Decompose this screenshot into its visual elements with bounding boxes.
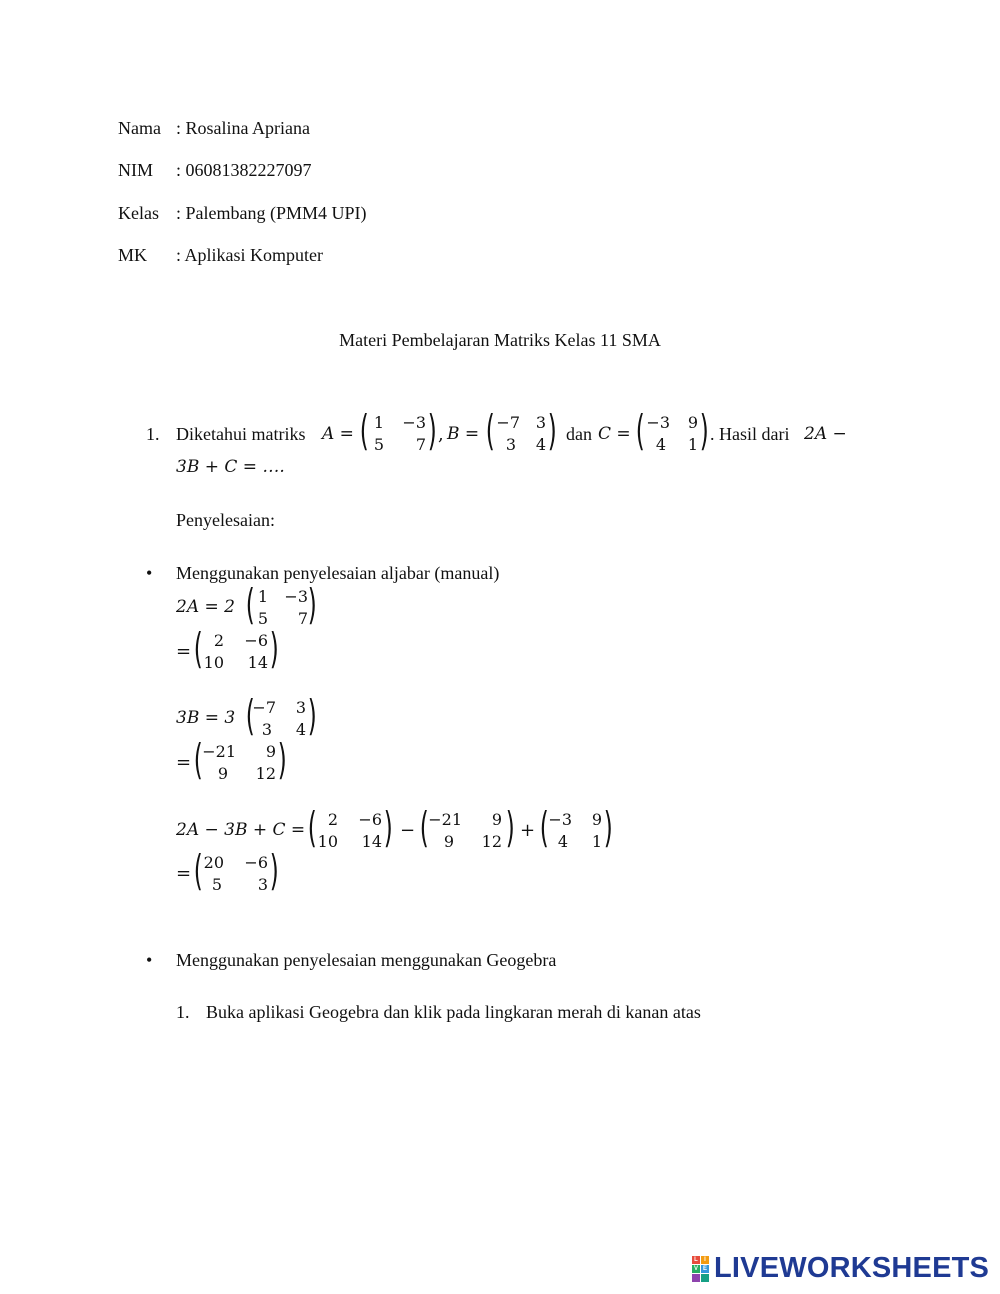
step2-result-cell: 9 (265, 742, 276, 761)
step1-result-cell: 10 (203, 653, 224, 672)
matrix-c: ( −3 9 4 1 ) (635, 406, 709, 455)
equals: = (176, 641, 192, 662)
step2-matrix-cell: 3 (261, 720, 272, 739)
label-nim: NIM (118, 160, 153, 180)
step2-matrix: ( −7 3 3 4 ) (245, 691, 317, 740)
step3-matrix1-cell: 2 (327, 810, 338, 829)
matrix-c-cell: 4 (655, 435, 666, 454)
step1-matrix-cell: 1 (257, 587, 268, 606)
label-mk: MK (118, 245, 148, 265)
question-intro: Diketahui matriks (176, 424, 306, 444)
matrix-b: ( −7 3 3 4 ) (485, 406, 557, 455)
word-dan: dan (566, 424, 592, 444)
bullet1-label: Menggunakan penyelesaian aljabar (manual) (176, 563, 500, 583)
matrix-a-label: A = (322, 424, 354, 444)
value-nama: : Rosalina Apriana (176, 118, 310, 138)
step2-matrix-cell: 4 (295, 720, 306, 739)
penyelesaian-label: Penyelesaian: (176, 510, 275, 530)
step3-matrix1-cell: 10 (317, 832, 338, 851)
step2-result: ( −21 9 9 12 ) (193, 735, 287, 784)
matrix-b-cell: 3 (535, 413, 546, 432)
step3-matrix3-cell: 4 (557, 832, 568, 851)
label-nama: Nama (118, 118, 161, 138)
step3-matrix3-cell: 9 (591, 810, 602, 829)
step1-result-cell: −6 (244, 631, 268, 650)
step-item-text: Buka aplikasi Geogebra dan klik pada lingkaran merah di kanan atas (206, 1002, 701, 1022)
matrix-b-cell: −7 (496, 413, 520, 432)
step2-result-cell: −21 (202, 742, 236, 761)
step-item-number: 1. (176, 1002, 190, 1022)
step1-result-cell: 2 (213, 631, 224, 650)
liveworksheets-text: LIVEWORKSHEETS (714, 1252, 990, 1284)
step3-matrix2-cell: −21 (428, 810, 462, 829)
matrix-b-cell: 4 (535, 435, 546, 454)
step3-result-cell: 3 (257, 875, 268, 894)
step3-result-cell: 5 (211, 875, 222, 894)
step1-result: ( 2 −6 10 14 ) (193, 624, 279, 673)
bullet-dot: • (146, 563, 153, 583)
step1-matrix-cell: 5 (257, 609, 268, 628)
step3-matrix2-cell: 12 (481, 832, 502, 851)
step3-matrix2: ( −21 9 9 12 ) (419, 803, 515, 852)
minus-operator: − (400, 820, 416, 841)
step2-matrix-cell: −7 (252, 698, 276, 717)
bullet-dot: • (146, 950, 153, 970)
step3-lhs: 2A − 3B + C = (176, 820, 306, 840)
step3-matrix1-cell: −6 (358, 810, 382, 829)
step1-matrix-cell: 7 (297, 609, 308, 628)
matrix-b-label: B = (447, 424, 480, 444)
page-title: Materi Pembelajaran Matriks Kelas 11 SMA (339, 330, 661, 350)
expr-line2: 3B + C = …. (176, 457, 285, 477)
step3-result-cell: 20 (203, 853, 224, 872)
expr-line1-end: 2A − (804, 424, 847, 444)
step3-matrix1-cell: 14 (361, 832, 382, 851)
equals: = (176, 863, 192, 884)
plus-operator: + (520, 820, 536, 841)
question-number: 1. (146, 424, 160, 444)
step1-matrix-cell: −3 (284, 587, 308, 606)
equals: = (176, 752, 192, 773)
step2-result-cell: 12 (255, 764, 276, 783)
step3-matrix2-cell: 9 (491, 810, 502, 829)
step1-matrix: ( 1 −3 5 7 ) (245, 580, 317, 629)
matrix-a-cell: −3 (402, 413, 426, 432)
matrix-c-cell: −3 (646, 413, 670, 432)
step3-matrix2-cell: 9 (443, 832, 454, 851)
step1-result-cell: 14 (247, 653, 268, 672)
comma: , (438, 424, 444, 445)
matrix-c-cell: 9 (687, 413, 698, 432)
liveworksheets-icon: L I V E (692, 1256, 710, 1282)
step3-matrix1: ( 2 −6 10 14 ) (307, 803, 393, 852)
step3-result-cell: −6 (244, 853, 268, 872)
matrix-c-cell: 1 (687, 435, 698, 454)
matrix-c-label: C = (598, 424, 631, 444)
bullet2-label: Menggunakan penyelesaian menggunakan Geogebra (176, 950, 557, 970)
step3-matrix3: ( −3 9 4 1 ) (539, 803, 613, 852)
step3-matrix3-cell: −3 (548, 810, 572, 829)
matrix-a: ( 1 −3 5 7 ) (359, 406, 437, 455)
matrix-b-cell: 3 (505, 435, 516, 454)
label-kelas: Kelas (118, 203, 159, 223)
step1-lhs: 2A = 2 (176, 597, 235, 617)
step2-result-cell: 9 (217, 764, 228, 783)
step2-matrix-cell: 3 (295, 698, 306, 717)
hasil-text: . Hasil dari (710, 424, 790, 444)
step3-matrix3-cell: 1 (591, 832, 602, 851)
matrix-a-cell: 1 (373, 413, 384, 432)
value-kelas: : Palembang (PMM4 UPI) (176, 203, 367, 223)
value-nim: : 06081382227097 (176, 160, 312, 180)
matrix-a-cell: 7 (415, 435, 426, 454)
step2-lhs: 3B = 3 (176, 708, 236, 728)
matrix-a-cell: 5 (373, 435, 384, 454)
step3-result: ( 20 −6 5 3 ) (193, 846, 279, 895)
value-mk: : Aplikasi Komputer (176, 245, 323, 265)
